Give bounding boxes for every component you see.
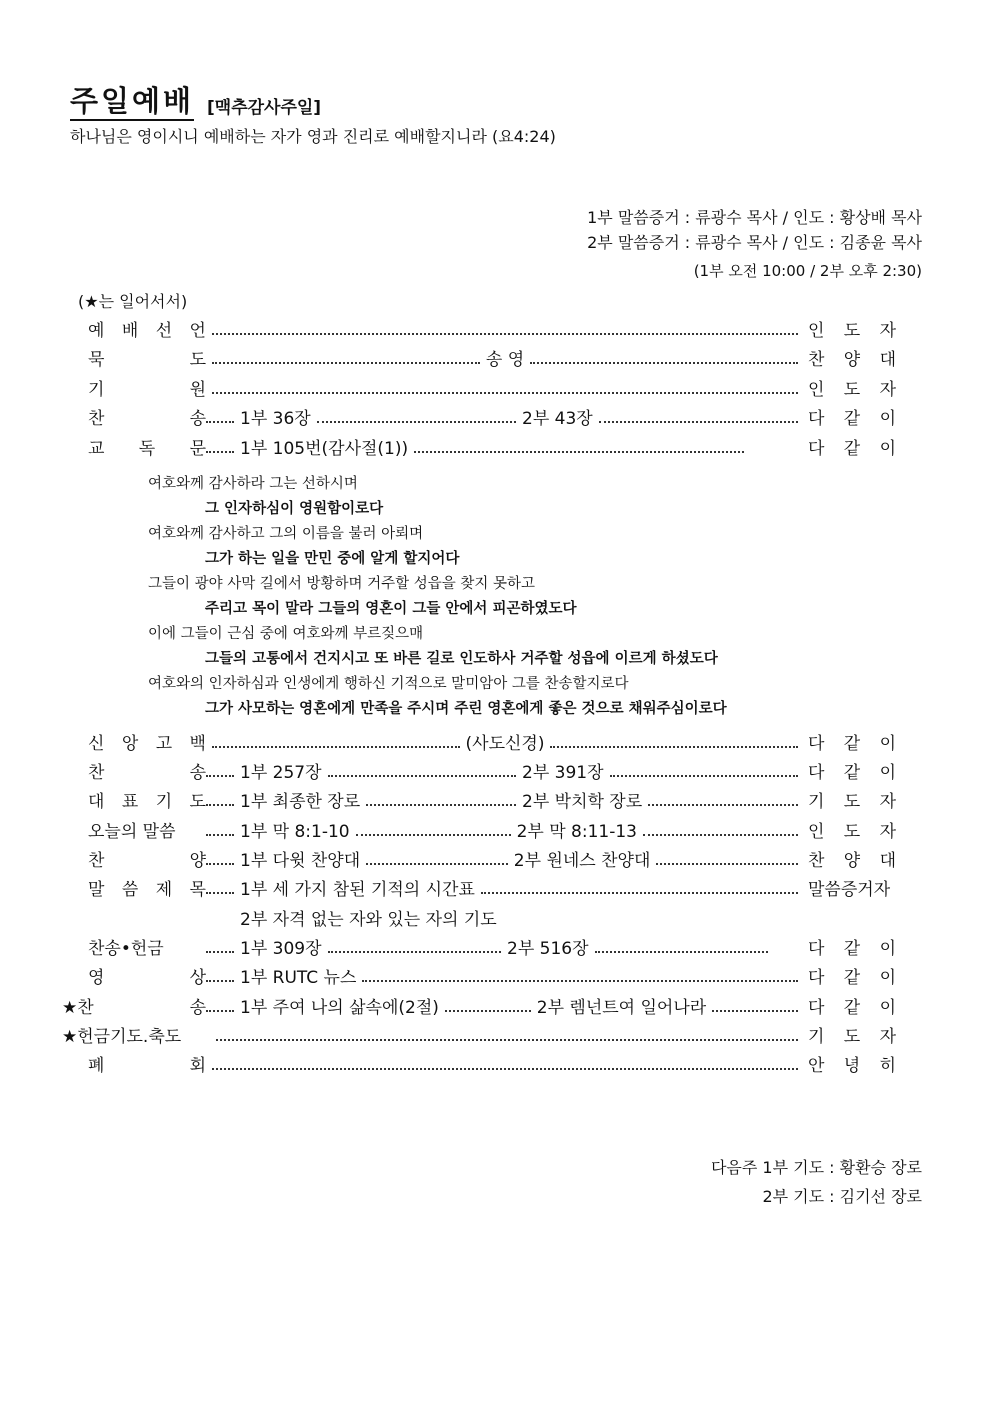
row-label: 교 독 문: [88, 438, 206, 459]
row-part1: 1부 105번(감사절(1)): [240, 438, 409, 459]
row-role: 인 도 자: [808, 821, 897, 842]
row-role: 다 같 이: [808, 733, 897, 754]
next-week-prayer-2: 2부 기도 : 김기선 장로: [762, 1187, 922, 1206]
row-label: 영 상: [88, 967, 206, 988]
row-part1: 1부 257장: [240, 762, 322, 783]
row-role: 찬 양 대: [808, 349, 896, 370]
row-label: 묵 도: [88, 349, 206, 370]
row-part1: 1부 세 가지 참된 기적의 시간표: [240, 879, 475, 900]
row-role: 인 도 자: [808, 320, 896, 341]
responsive-people-line: 그 인자하심이 영원함이로다: [205, 501, 384, 517]
standing-note: (★는 일어서서): [78, 292, 188, 311]
row-role: 다 같 이: [808, 408, 896, 429]
order-row: [76, 404, 896, 428]
row-middle: (사도신경): [465, 733, 545, 754]
row-label: 폐 회: [88, 1055, 206, 1076]
row-part1: 1부 최종한 장로: [240, 791, 361, 812]
order-row: [76, 758, 896, 782]
sermon-title-part2: 2부 자격 없는 자와 있는 자의 기도: [240, 910, 497, 930]
order-row: [76, 934, 896, 958]
order-row: [76, 1051, 896, 1075]
row-label: ★찬 송: [62, 997, 206, 1018]
row-label: 찬 양: [88, 850, 206, 871]
row-part2: 2부 원네스 찬양대: [513, 850, 651, 871]
row-label: 기 원: [88, 379, 206, 400]
row-label: 신 앙 고 백: [88, 733, 206, 754]
row-label: 오늘의 말씀: [88, 821, 176, 842]
row-part2: 2부 391장: [522, 762, 604, 783]
row-role: 기 도 자: [808, 791, 896, 812]
row-part1: 1부 309장: [240, 938, 322, 959]
order-row: [76, 846, 896, 870]
row-role: 다 같 이: [808, 438, 896, 459]
row-role: 기 도 자: [808, 1026, 896, 1047]
row-part1: 1부 36장: [240, 408, 311, 429]
service-times: (1부 오전 10:00 / 2부 오후 2:30): [693, 262, 922, 280]
row-role: 말씀증거자: [808, 879, 891, 900]
order-row: [62, 1022, 896, 1046]
row-part2: 2부 렘넌트여 일어나라: [536, 997, 707, 1018]
responsive-leader-line: 여호와께 감사하고 그의 이름을 불러 아뢰며: [148, 526, 424, 542]
page-subtitle: [맥추감사주일]: [207, 98, 322, 118]
order-row: [62, 993, 896, 1017]
responsive-leader-line: 그들이 광야 사막 길에서 방황하며 거주할 성읍을 찾지 못하고: [148, 576, 536, 592]
next-week-prayer-1: 다음주 1부 기도 : 황환승 장로: [710, 1158, 922, 1177]
row-label: 말 씀 제 목: [88, 879, 206, 900]
order-row: [76, 787, 896, 811]
leader-line-1: 1부 말씀증거 : 류광수 목사 / 인도 : 황상배 목사: [587, 208, 922, 227]
row-part2: 2부 박치학 장로: [522, 791, 643, 812]
row-role: 다 같 이: [808, 997, 897, 1018]
row-label: 예 배 선 언: [88, 320, 206, 341]
responsive-people-line: 그들의 고통에서 건지시고 또 바른 길로 인도하사 거주할 성읍에 이르게 하셨도다: [205, 651, 718, 667]
row-part1: 1부 주여 나의 삶속에(2절): [240, 997, 439, 1018]
responsive-people-line: 그가 사모하는 영혼에게 만족을 주시며 주린 영혼에게 좋은 것으로 채워주심이로다: [205, 701, 727, 717]
order-row: [76, 345, 896, 369]
row-role: 다 같 이: [808, 967, 896, 988]
row-part2: 2부 막 8:11-13: [516, 821, 638, 842]
row-label: 찬 송: [88, 408, 206, 429]
responsive-people-line: 그가 하는 일을 만민 중에 알게 할지어다: [205, 551, 460, 567]
row-label: 찬 송: [88, 762, 206, 783]
row-role: 다 같 이: [808, 938, 896, 959]
row-part2: 2부 516장: [507, 938, 589, 959]
row-label: 찬송•헌금: [88, 938, 164, 959]
order-row: [76, 729, 896, 753]
order-row: [76, 817, 896, 841]
responsive-leader-line: 여호와께 감사하라 그는 선하시며: [148, 476, 358, 492]
order-row: [76, 875, 896, 899]
order-row: [76, 375, 896, 399]
row-part2: 2부 43장: [522, 408, 593, 429]
row-role: 찬 양 대: [808, 850, 897, 871]
responsive-leader-line: 여호와의 인자하심과 인생에게 행하신 기적으로 말미암아 그를 찬송할지로다: [148, 676, 629, 692]
row-role: 안 녕 히: [808, 1055, 896, 1076]
leader-line-2: 2부 말씀증거 : 류광수 목사 / 인도 : 김종윤 목사: [587, 233, 922, 252]
row-part1: 1부 막 8:1-10: [240, 821, 350, 842]
row-label: 대 표 기 도: [88, 791, 206, 812]
responsive-people-line: 주리고 목이 말라 그들의 영혼이 그들 안에서 피곤하였도다: [205, 601, 577, 617]
order-row: [76, 434, 896, 458]
theme-verse: 하나님은 영이시니 예배하는 자가 영과 진리로 예배할지니라 (요4:24): [70, 127, 556, 146]
row-part1: 1부 다윗 찬양대: [240, 850, 361, 871]
row-part1: 1부 RUTC 뉴스: [240, 967, 357, 988]
row-middle: 송 영: [485, 349, 525, 370]
row-label: ★헌금기도.축도: [62, 1026, 182, 1047]
order-row: [76, 316, 896, 340]
order-row: [76, 963, 896, 987]
responsive-leader-line: 이에 그들이 근심 중에 여호와께 부르짖으매: [148, 626, 424, 642]
row-role: 인 도 자: [808, 379, 896, 400]
page-title: 주일예배: [70, 84, 194, 121]
row-role: 다 같 이: [808, 762, 896, 783]
